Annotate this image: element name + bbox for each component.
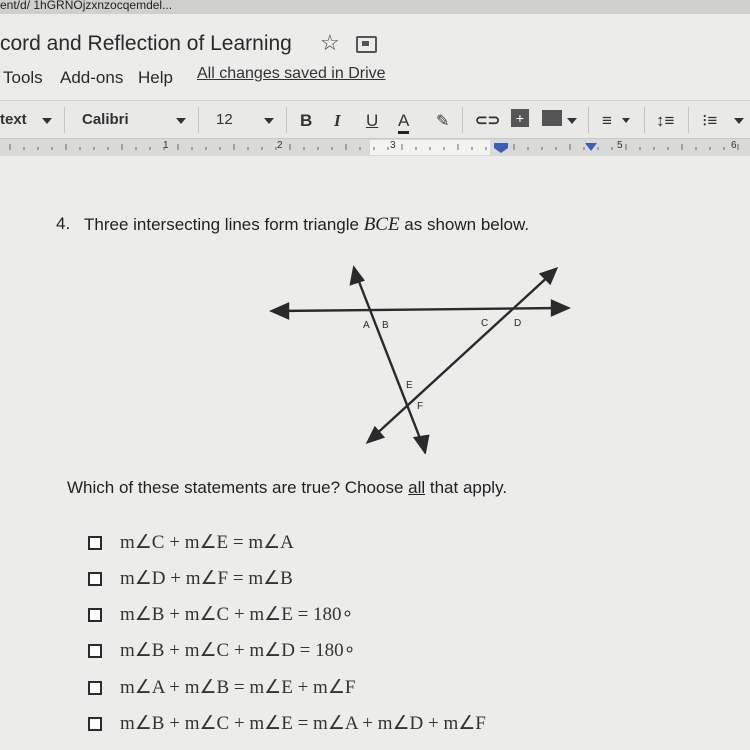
menu-help[interactable]: Help — [138, 68, 173, 87]
style-dropdown[interactable]: text — [0, 111, 27, 128]
angle-label-c: C — [481, 318, 489, 329]
chevron-down-icon[interactable] — [622, 118, 630, 123]
instructions-end: that apply. — [425, 478, 508, 497]
chevron-down-icon[interactable] — [264, 118, 274, 124]
angle-label-b: B — [382, 320, 389, 331]
link-icon[interactable]: ⊂⊃ — [475, 112, 501, 129]
checkbox[interactable] — [88, 572, 102, 586]
left-indent-marker[interactable] — [494, 143, 508, 153]
ruler[interactable] — [0, 138, 750, 157]
ruler-number: 6 — [731, 140, 737, 151]
angle-label-a: A — [363, 320, 370, 331]
ruler-number: 1 — [163, 140, 169, 151]
ruler-number: 5 — [617, 140, 623, 151]
checkbox[interactable] — [88, 717, 102, 731]
transversal-line — [372, 273, 552, 438]
divider — [644, 107, 645, 133]
ruler-number: 2 — [277, 140, 283, 151]
title-bar — [0, 14, 750, 100]
checkbox[interactable] — [88, 644, 102, 658]
instructions — [67, 478, 507, 498]
document-title[interactable]: cord and Reflection of Learning — [0, 32, 292, 55]
save-status-link[interactable]: All changes saved in Drive — [197, 65, 386, 82]
question-text-start: Three intersecting lines form triangle — [84, 215, 364, 234]
choice-text: m∠D + m∠F = m∠B — [120, 568, 293, 589]
move-to-folder-icon[interactable] — [356, 36, 377, 53]
star-icon[interactable]: ☆ — [320, 30, 340, 55]
checkbox[interactable] — [88, 681, 102, 695]
url-text: ent/d/ 1hGRNOjzxnzocqemdel... — [0, 0, 173, 12]
horizontal-line — [276, 308, 562, 311]
transversal-line — [356, 274, 423, 446]
checkbox[interactable] — [88, 608, 102, 622]
address-bar[interactable] — [0, 0, 750, 14]
question-number: 4. — [56, 214, 71, 233]
line-spacing-icon[interactable]: ↕≡ — [656, 111, 675, 130]
document-page[interactable] — [0, 156, 750, 750]
choice-text: m∠B + m∠C + m∠D = 180∘ — [120, 640, 356, 661]
menu-tools[interactable]: Tools — [3, 68, 43, 87]
font-dropdown[interactable]: Calibri — [82, 111, 129, 128]
instructions-start: Which of these statements are true? Choose — [67, 478, 409, 497]
checkbox[interactable] — [88, 536, 102, 550]
chevron-down-icon[interactable] — [734, 118, 744, 124]
underline-button[interactable]: U — [366, 111, 379, 130]
insert-image-icon[interactable] — [542, 110, 562, 126]
divider — [588, 107, 589, 133]
chevron-down-icon[interactable] — [176, 118, 186, 124]
italic-button[interactable]: I — [334, 111, 341, 130]
question-text — [84, 214, 529, 236]
angle-label-e: E — [406, 380, 413, 391]
triangle-name: BCE — [363, 214, 400, 235]
text-color-button[interactable]: A — [398, 111, 409, 134]
question-text-end: as shown below. — [399, 215, 530, 234]
instructions-emphasis: all — [408, 478, 426, 497]
chevron-down-icon[interactable] — [567, 118, 577, 124]
ruler-ticks — [0, 139, 750, 156]
divider — [462, 107, 463, 133]
bold-button[interactable]: B — [300, 111, 313, 130]
choice-text: m∠B + m∠C + m∠E = 180∘ — [120, 604, 354, 625]
choice-text: m∠B + m∠C + m∠E = m∠A + m∠D + m∠F — [120, 713, 486, 734]
angle-label-d: D — [514, 318, 522, 329]
divider — [286, 107, 287, 133]
align-icon[interactable]: ≡ — [602, 111, 612, 130]
right-indent-marker[interactable] — [585, 143, 597, 151]
add-comment-icon[interactable]: + — [511, 109, 529, 127]
triangle-diagram — [260, 264, 580, 454]
formatting-toolbar — [0, 100, 750, 139]
angle-label-f: F — [417, 401, 424, 412]
numbered-list-icon[interactable]: ⁝≡ — [702, 111, 718, 130]
divider — [198, 107, 199, 133]
choice-text: m∠A + m∠B = m∠E + m∠F — [120, 677, 356, 698]
menu-addons[interactable]: Add-ons — [60, 68, 124, 87]
choice-text: m∠C + m∠E = m∠A — [120, 532, 294, 553]
ruler-number: 3 — [390, 140, 396, 151]
arrowhead — [272, 304, 288, 318]
arrowhead — [351, 268, 363, 284]
arrowhead — [552, 301, 568, 315]
chevron-down-icon[interactable] — [42, 118, 52, 124]
highlight-pen-icon[interactable]: ✎ — [436, 113, 450, 130]
arrowhead — [415, 436, 428, 452]
font-size-field[interactable]: 12 — [216, 111, 233, 128]
divider — [64, 107, 65, 133]
divider — [688, 107, 689, 133]
